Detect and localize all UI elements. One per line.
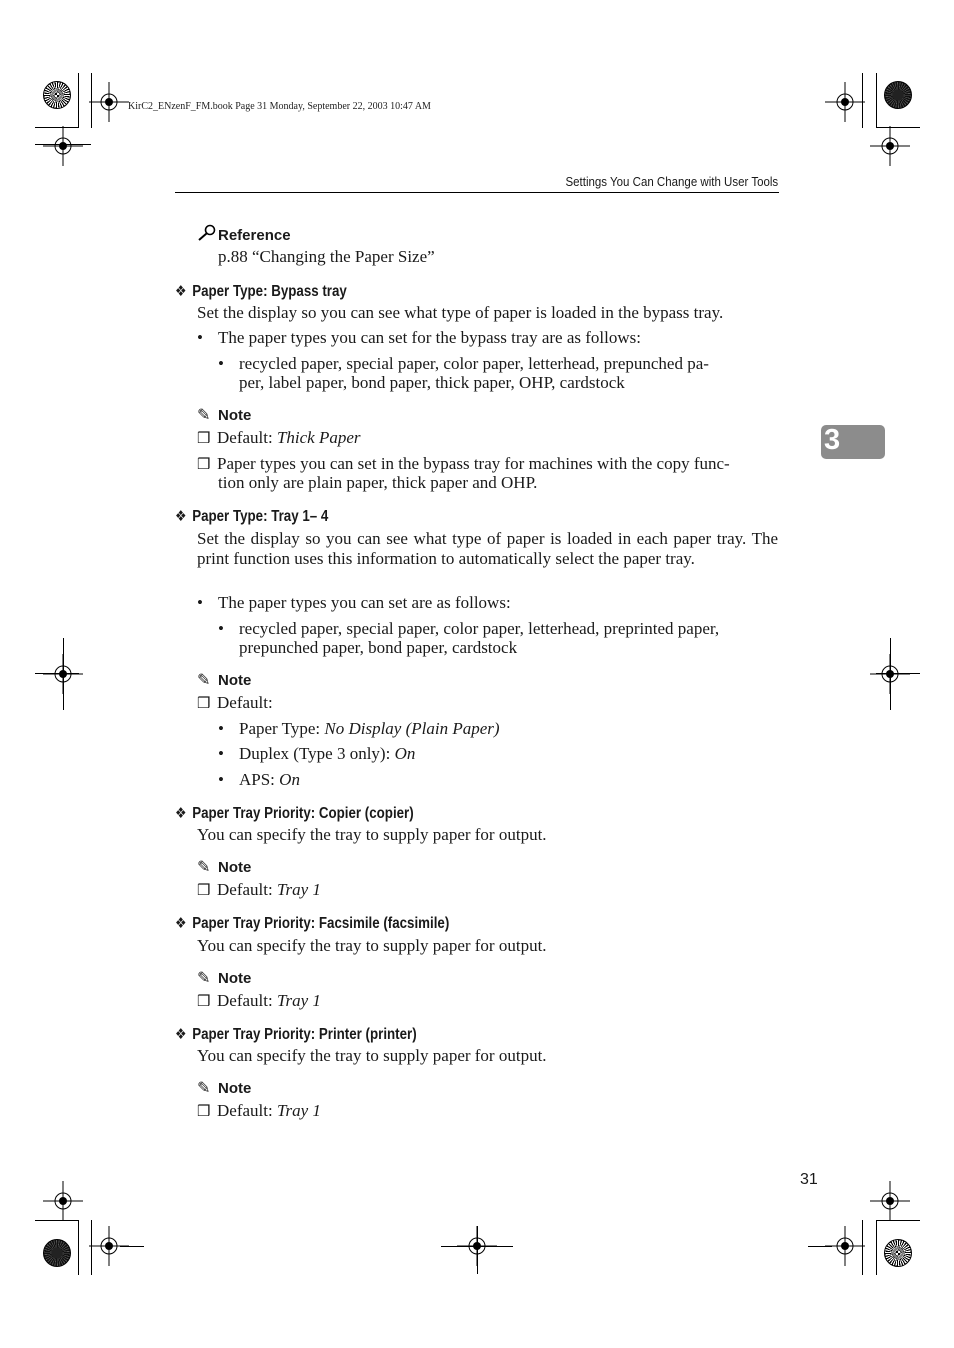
note-label: Note (218, 1080, 252, 1097)
note-value: Tray 1 (276, 991, 321, 1010)
registration-mark-icon (89, 82, 129, 122)
color-dial-icon (884, 81, 912, 109)
note-text: Paper types you can set in the bypass tray for machines with the copy func- (217, 454, 730, 473)
subbullet-continuation: per, label paper, bond paper, thick paper, OHP, cardstock (239, 373, 625, 392)
crop-mark (876, 1220, 877, 1275)
reference-heading (197, 224, 291, 244)
crop-mark (78, 73, 79, 128)
note-prefix: Default: (217, 1101, 277, 1120)
note-heading (197, 968, 251, 988)
section-body: Set the display so you can see what type of paper is loaded in each paper tray. The print function uses this information to automatically select the paper tray. (197, 529, 778, 568)
crop-mark (876, 673, 920, 674)
reference-text: p.88 “Changing the Paper Size” (218, 247, 435, 266)
note-heading (197, 405, 251, 425)
note-prefix: Default: (217, 991, 277, 1010)
note-item (197, 428, 361, 450)
default-prefix: Paper Type: (239, 719, 325, 738)
color-dial-icon (884, 1239, 912, 1267)
diamond-bullet-icon: ❖ (175, 1026, 187, 1043)
crop-mark (63, 638, 64, 710)
note-heading (197, 857, 251, 877)
note-continuation: tion only are plain paper, thick paper and OHP. (218, 473, 538, 492)
pencil-icon: ✎ (197, 672, 211, 689)
crop-mark (876, 1220, 920, 1221)
pencil-icon: ✎ (197, 1080, 211, 1097)
note-label: Note (218, 407, 252, 424)
note-prefix: Default: (217, 880, 277, 899)
subbullet-text: recycled paper, special paper, color paper, letterhead, prepunched pa- (239, 354, 709, 373)
checkbox-icon: ❒ (197, 1104, 211, 1120)
section-heading-facsimile (175, 914, 449, 933)
section-heading-bypass-tray (175, 282, 347, 301)
checkbox-icon: ❒ (197, 883, 211, 899)
pencil-icon: ✎ (197, 970, 211, 987)
registration-mark-icon (825, 82, 865, 122)
note-value: Thick Paper (276, 428, 361, 447)
default-value: On (394, 744, 416, 763)
section-body: You can specify the tray to supply paper for output. (197, 825, 547, 844)
default-item: • Paper Type: No Display (Plain Paper) (218, 719, 500, 738)
note-item (197, 991, 321, 1013)
note-heading (197, 670, 251, 690)
crop-mark (35, 1220, 79, 1221)
section-heading-copier (175, 804, 414, 823)
pencil-icon: ✎ (197, 859, 211, 876)
section-heading-printer (175, 1025, 417, 1044)
diamond-bullet-icon: ❖ (175, 915, 187, 932)
default-item: • APS: On (218, 770, 300, 789)
default-value: On (279, 770, 300, 789)
note-prefix: Default: (217, 428, 277, 447)
diamond-bullet-icon: ❖ (175, 508, 187, 525)
registration-mark-icon (43, 1181, 83, 1221)
default-prefix: Duplex (Type 3 only): (239, 744, 395, 763)
note-label: Note (218, 859, 252, 876)
crop-mark (477, 1226, 478, 1274)
section-heading-tray-1-4 (175, 507, 328, 526)
color-dial-icon (43, 1239, 71, 1267)
running-head: Settings You Can Change with User Tools (565, 175, 778, 189)
note-value: Tray 1 (276, 880, 321, 899)
note-text: Default: (217, 693, 273, 712)
subbullet-item: • recycled paper, special paper, color paper, letterhead, preprinted paper, (218, 619, 720, 638)
crop-mark (808, 1246, 832, 1247)
registration-mark-icon (870, 1181, 910, 1221)
registration-mark-icon (870, 126, 910, 166)
section-body: You can specify the tray to supply paper for output. (197, 936, 547, 955)
magnifier-icon (197, 224, 217, 242)
color-dial-icon (43, 81, 71, 109)
subbullet-continuation: prepunched paper, bond paper, cardstock (239, 638, 518, 657)
default-item: • Duplex (Type 3 only): On (218, 744, 416, 763)
checkbox-icon: ❒ (197, 431, 211, 447)
note-item (197, 1101, 321, 1123)
crop-mark (876, 73, 877, 128)
section-body: You can specify the tray to supply paper for output. (197, 1046, 547, 1065)
note-value: Tray 1 (276, 1101, 321, 1120)
section-title: Paper Type: Tray 1– 4 (192, 508, 329, 525)
subbullet-text: recycled paper, special paper, color paper, letterhead, preprinted paper, (239, 619, 720, 638)
section-title: Paper Tray Priority: Copier (copier) (192, 805, 414, 822)
note-label: Note (218, 970, 252, 987)
registration-mark-icon (43, 126, 83, 166)
bullet-item: • The paper types you can set for the bypass tray are as follows: (197, 328, 641, 347)
page-number: 31 (800, 1171, 818, 1188)
chapter-number: 3 (824, 424, 841, 456)
section-title: Paper Tray Priority: Printer (printer) (192, 1026, 417, 1043)
section-title: Paper Tray Priority: Facsimile (facsimile) (192, 915, 450, 932)
checkbox-icon: ❒ (197, 994, 211, 1010)
crop-mark (120, 1246, 144, 1247)
reference-label: Reference (218, 227, 291, 244)
checkbox-icon: ❒ (197, 696, 211, 712)
crop-mark (78, 1220, 79, 1275)
default-prefix: APS: (239, 770, 280, 789)
default-value: No Display (Plain Paper) (324, 719, 500, 738)
bullet-text: The paper types you can set are as follows: (218, 593, 511, 612)
file-info: KirC2_ENzenF_FM.book Page 31 Monday, September 22, 2003 10:47 AM (128, 101, 431, 112)
pencil-icon: ✎ (197, 407, 211, 424)
bullet-item: • The paper types you can set are as follows: (197, 593, 511, 612)
diamond-bullet-icon: ❖ (175, 283, 187, 300)
crop-mark (35, 673, 79, 674)
diamond-bullet-icon: ❖ (175, 805, 187, 822)
crop-mark (890, 638, 891, 710)
note-label: Note (218, 672, 252, 689)
bullet-text: The paper types you can set for the bypass tray are as follows: (218, 328, 641, 347)
note-item (197, 880, 321, 902)
section-title: Paper Type: Bypass tray (192, 283, 347, 300)
section-body: Set the display so you can see what type of paper is loaded in the bypass tray. (197, 303, 724, 322)
note-item (197, 693, 273, 715)
chapter-tab (821, 425, 885, 459)
subbullet-item: • recycled paper, special paper, color paper, letterhead, prepunched pa- (218, 354, 709, 373)
checkbox-icon: ❒ (197, 457, 211, 473)
note-heading (197, 1078, 251, 1098)
header-rule (175, 192, 779, 193)
